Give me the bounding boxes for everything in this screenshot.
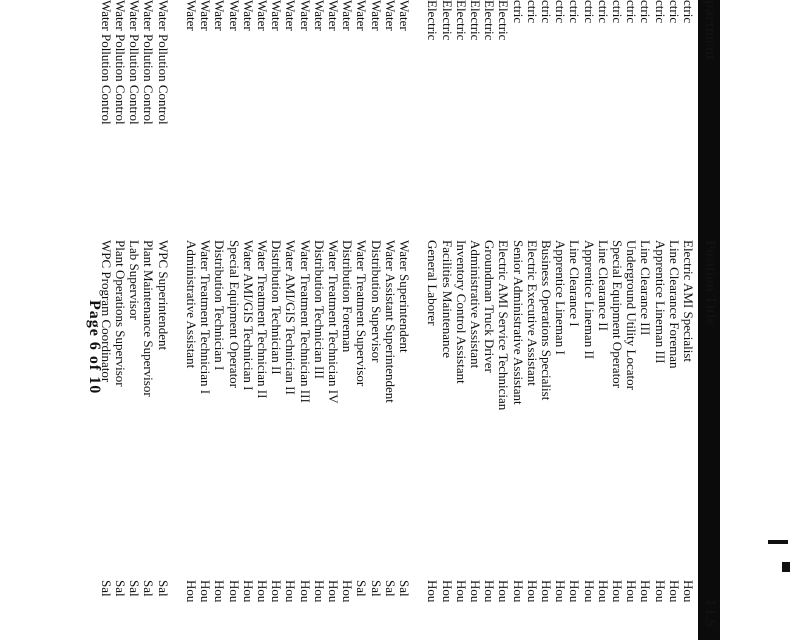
department-cell: Water <box>240 0 256 31</box>
position-title-cell: Distribution Technician III <box>311 240 327 379</box>
flsa-cell: Hou <box>212 580 228 603</box>
department-cell: Electric <box>482 0 498 41</box>
position-title-cell: Water Treatment Technician II <box>255 240 270 399</box>
position-title-cell: Electric Executive Assistant <box>524 240 540 386</box>
department-cell: Water <box>283 0 299 31</box>
flsa-cell: Hou <box>482 580 498 603</box>
department-cell: Water <box>297 0 313 31</box>
flsa-cell: Hou <box>255 580 270 603</box>
table-row <box>468 0 483 640</box>
department-cell: ctric <box>610 0 625 24</box>
table-row <box>227 0 242 640</box>
scan-artifact-mark <box>768 540 788 544</box>
position-title-cell: WPC Program Coordinator <box>98 240 114 383</box>
department-cell: ctric <box>624 0 640 24</box>
table-row <box>340 0 355 640</box>
flsa-cell: Hou <box>666 580 682 603</box>
table-row <box>638 0 653 640</box>
position-title-cell: Water Treatment Technician IV <box>326 240 341 404</box>
flsa-cell: Hou <box>468 580 483 603</box>
flsa-cell: Sal <box>368 580 384 597</box>
flsa-cell: Hou <box>553 580 569 603</box>
flsa-cell: Hou <box>439 580 455 603</box>
department-cell: Electric <box>468 0 483 41</box>
table-row <box>440 0 455 640</box>
table-row <box>454 0 469 640</box>
scan-artifact-mark <box>782 562 790 572</box>
position-title-cell: Water AMI/GIS Technician II <box>283 240 299 395</box>
table-row <box>511 0 526 640</box>
department-cell: Water <box>198 0 214 31</box>
department-cell: Water Pollution Control <box>155 0 171 125</box>
flsa-cell: Hou <box>652 580 668 603</box>
department-cell: ctric <box>524 0 540 24</box>
flsa-cell: Hou <box>283 580 299 603</box>
position-title-cell: Lab Supervisor <box>127 240 143 320</box>
flsa-cell: Sal <box>155 580 171 597</box>
department-cell: Water <box>326 0 341 31</box>
table-row <box>596 0 611 640</box>
table-row <box>425 0 440 640</box>
table-row <box>184 0 199 640</box>
flsa-cell: Hou <box>567 580 583 603</box>
flsa-cell: Sal <box>141 580 157 597</box>
position-title-cell: Water AMI/GIS Technician I <box>240 240 256 391</box>
flsa-cell: Sal <box>397 580 412 597</box>
table-row <box>653 0 668 640</box>
department-cell: ctric <box>553 0 569 24</box>
department-cell: Electric <box>439 0 455 41</box>
position-title-cell: Line Clearance II <box>595 240 611 331</box>
flsa-cell: Hou <box>624 580 640 603</box>
department-cell: Water <box>368 0 384 31</box>
table-row <box>141 0 156 640</box>
flsa-cell: Hou <box>226 580 242 603</box>
department-cell: ctric <box>539 0 554 24</box>
table-row <box>397 0 412 640</box>
flsa-cell: Hou <box>425 580 441 603</box>
department-cell: Electric <box>453 0 469 41</box>
table-row <box>113 0 128 640</box>
position-title-cell: Distribution Technician I <box>212 240 228 371</box>
flsa-cell: Hou <box>524 580 540 603</box>
department-cell: ctric <box>652 0 668 24</box>
position-title-cell: Groundman Truck Driver <box>482 240 498 373</box>
position-title-cell: Apprentice Lineman III <box>652 240 668 364</box>
flsa-cell: Sal <box>113 580 128 597</box>
flsa-cell: Hou <box>638 580 654 603</box>
table-row <box>482 0 497 640</box>
flsa-cell: Hou <box>269 580 285 603</box>
department-cell: Electric <box>496 0 512 41</box>
department-cell: Water Pollution Control <box>141 0 157 125</box>
table-row <box>269 0 284 640</box>
position-title-cell: Distribution Supervisor <box>368 240 384 363</box>
position-title-cell: Water Treatment Technician III <box>297 240 313 403</box>
position-title-cell: Inventory Control Assistant <box>453 240 469 384</box>
department-cell: Water <box>226 0 242 31</box>
position-title-cell: Water Assistant Superintendent <box>382 240 398 403</box>
position-title-cell: Special Equipment Operator <box>226 240 242 389</box>
department-cell: ctric <box>681 0 696 24</box>
flsa-cell: Hou <box>681 580 696 603</box>
table-row <box>156 0 171 640</box>
position-title-cell: Electric AMI Service Technician <box>496 240 512 411</box>
header-position-title: Position Title <box>702 240 718 325</box>
position-title-cell: General Laborer <box>425 240 441 326</box>
department-cell: Water <box>382 0 398 31</box>
position-title-cell: Administrative Assistant <box>468 240 483 369</box>
position-title-cell: WPC Superintendent <box>155 240 171 351</box>
table-row <box>241 0 256 640</box>
position-title-cell: Line Clearance I <box>567 240 583 327</box>
flsa-cell: Hou <box>510 580 526 603</box>
position-title-cell: Distribution Foreman <box>340 240 356 353</box>
flsa-cell: Hou <box>595 580 611 603</box>
flsa-cell: Hou <box>184 580 199 603</box>
department-cell: ctric <box>595 0 611 24</box>
position-title-cell: Facilities Maintenance <box>439 240 455 359</box>
table-row <box>255 0 270 640</box>
table-row <box>212 0 227 640</box>
department-cell: Water Pollution Control <box>113 0 128 125</box>
department-cell: ctric <box>567 0 583 24</box>
header-department: partment <box>702 0 718 60</box>
position-title-cell: Plant Maintenance Supervisor <box>141 240 157 397</box>
position-title-cell: Line Clearance Foreman <box>666 240 682 369</box>
department-cell: Water <box>184 0 199 31</box>
position-title-cell: Plant Operations Supervisor <box>113 240 128 387</box>
header-flsa: FLS <box>702 600 718 628</box>
table-row <box>496 0 511 640</box>
department-cell: ctric <box>638 0 654 24</box>
position-title-cell: Electric AMI Specialist <box>681 240 696 363</box>
table-row <box>567 0 582 640</box>
flsa-cell: Hou <box>496 580 512 603</box>
flsa-cell: Hou <box>297 580 313 603</box>
position-title-cell: Apprentice Lineman I <box>553 240 569 355</box>
table-row <box>170 0 185 640</box>
flsa-cell: Sal <box>127 580 143 597</box>
flsa-cell: Sal <box>354 580 370 597</box>
table-row <box>283 0 298 640</box>
position-title-cell: Line Clearance III <box>638 240 654 336</box>
position-title-cell: Water Superintendent <box>397 240 412 353</box>
position-title-cell: Business Operations Specialist <box>539 240 554 401</box>
table-row <box>326 0 341 640</box>
table-row <box>127 0 142 640</box>
department-cell: Electric <box>425 0 441 41</box>
position-title-cell: Water Treatment Supervisor <box>354 240 370 387</box>
department-cell: Water <box>354 0 370 31</box>
position-title-cell: Administrative Assistant <box>184 240 199 369</box>
department-cell: Water <box>397 0 412 31</box>
department-cell: Water Pollution Control <box>98 0 114 125</box>
table-row <box>553 0 568 640</box>
table-row <box>667 0 682 640</box>
table-row <box>312 0 327 640</box>
position-title-cell: Underground Utility Locator <box>624 240 640 390</box>
table-row <box>411 0 426 640</box>
department-cell: Water Pollution Control <box>127 0 143 125</box>
table-row <box>354 0 369 640</box>
flsa-cell: Hou <box>581 580 597 603</box>
flsa-cell: Hou <box>240 580 256 603</box>
table-row <box>383 0 398 640</box>
department-cell: ctric <box>510 0 526 24</box>
position-title-cell: Apprentice Lineman II <box>581 240 597 360</box>
department-cell: ctric <box>581 0 597 24</box>
flsa-cell: Hou <box>198 580 214 603</box>
table-row <box>198 0 213 640</box>
table-row <box>624 0 639 640</box>
flsa-cell: Hou <box>539 580 554 603</box>
position-title-cell: Water Treatment Technician I <box>198 240 214 395</box>
flsa-cell: Hou <box>311 580 327 603</box>
position-title-cell: Distribution Technician II <box>269 240 285 375</box>
flsa-cell: Hou <box>326 580 341 603</box>
table-row <box>582 0 597 640</box>
table-row <box>369 0 384 640</box>
department-cell: Water <box>311 0 327 31</box>
flsa-cell: Hou <box>453 580 469 603</box>
table-row <box>610 0 625 640</box>
department-cell: Water <box>340 0 356 31</box>
page-number: Page 6 of 10 <box>86 300 103 395</box>
flsa-cell: Hou <box>340 580 356 603</box>
table-row <box>525 0 540 640</box>
department-cell: Water <box>255 0 270 31</box>
position-title-cell: Senior Administrative Assistant <box>510 240 526 405</box>
table-row <box>681 0 696 640</box>
department-cell: Water <box>212 0 228 31</box>
department-cell: Water <box>269 0 285 31</box>
flsa-cell: Hou <box>610 580 625 603</box>
flsa-cell: Sal <box>98 580 114 597</box>
flsa-cell: Sal <box>382 580 398 597</box>
table-row <box>298 0 313 640</box>
department-cell: ctric <box>666 0 682 24</box>
table-row <box>539 0 554 640</box>
position-title-cell: Special Equipment Operator <box>610 240 625 389</box>
